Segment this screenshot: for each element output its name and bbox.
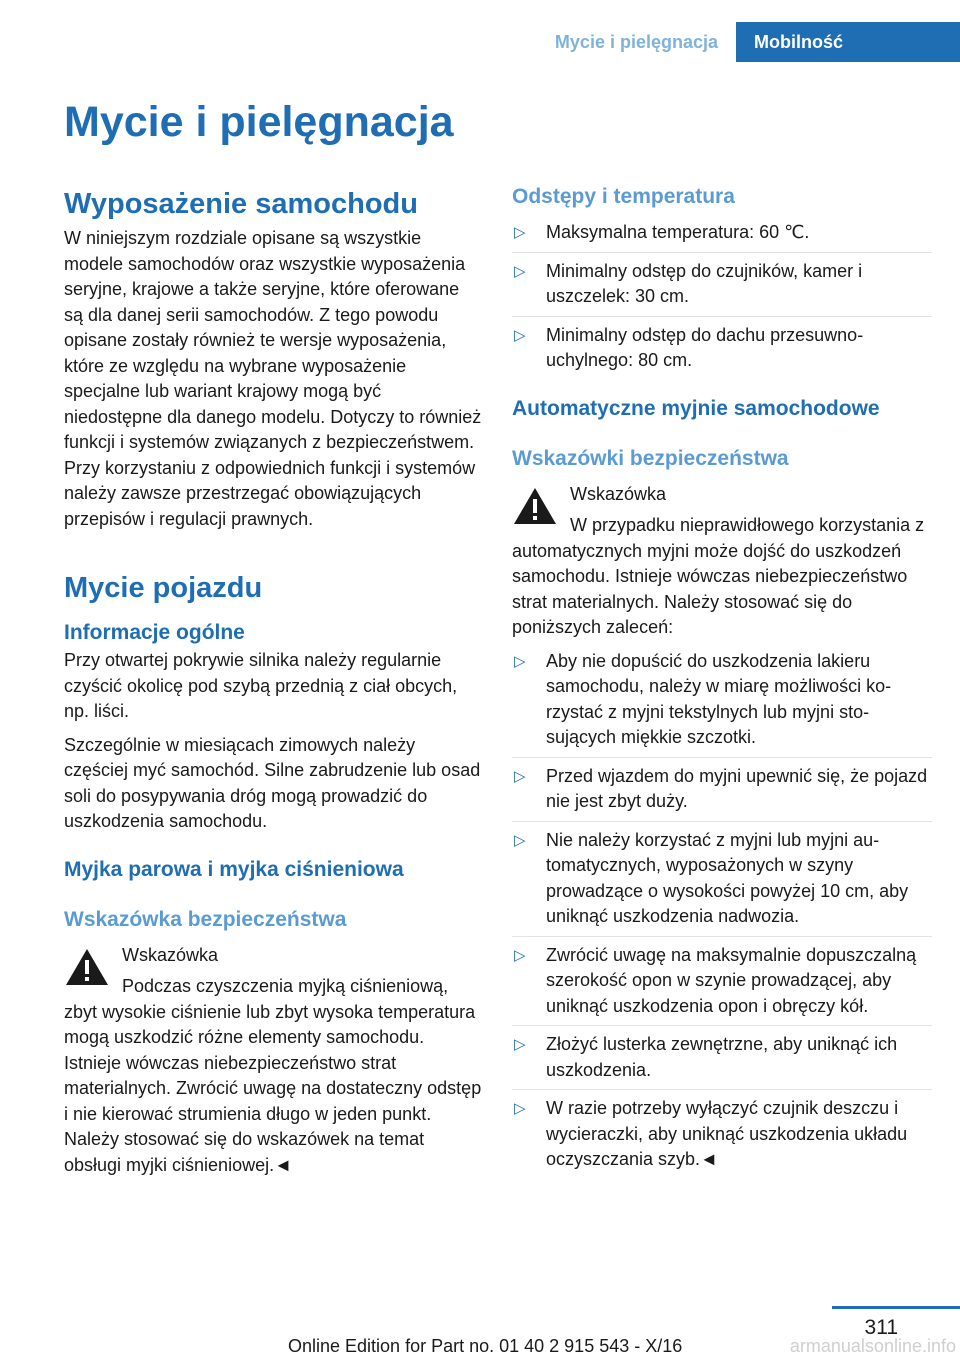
warning-triangle-icon bbox=[64, 947, 110, 987]
warning-triangle-icon bbox=[512, 486, 558, 526]
list-item: ▷ Przed wjazdem do myjni upewnić się, że pojazd nie jest zbyt duży. bbox=[512, 764, 932, 822]
list-item: ▷ Nie należy korzystać z myjni lub myjni automatycznych, wyposażonych w szyny prowadzące o wysokości powyżej 10 cm, aby uniknąć uszkodzenia nadwozia. bbox=[512, 828, 932, 937]
heading-general-info: Informacje ogólne bbox=[64, 621, 245, 644]
warning-block-steam bbox=[64, 943, 482, 1179]
footer-watermark: armanualsonline.info bbox=[789, 1336, 956, 1356]
page-title: Mycie i pielęgnacja bbox=[64, 98, 454, 146]
header-chapter-tab: Mobilność bbox=[736, 22, 960, 62]
warning-label: Wskazówka bbox=[122, 944, 219, 965]
footer-edition-text: Online Edition for Part no. 01 40 2 915 543 - X/16 bbox=[288, 1336, 683, 1356]
bullet-triangle-icon: ▷ bbox=[514, 946, 526, 964]
paragraph-equipment: W niniejszym rozdziale opisane są wszystkie modele samochodów oraz wszystkie wyposażenia seryjne, krajowe a także seryjne, które oferowane są dla danej serii samochodów. Z tego powodu opisane zostały również te wersje wyposażenia, które ze względu na wybrane wyposażenie specjalne lub wariant krajowy mogą być niedostępne dla danego modelu. Dotyczy to również funkcji i systemów związanych z bezpieczeństwem. Przy korzystaniu z odpowiednich funkcji i systemów należy zawsze przestrzegać obowiązujących przepisów i regulacji prawnych. bbox=[64, 228, 482, 529]
paragraph-general-1: Przy otwartej pokrywie silnika należy regularnie czyścić okolicę pod szybą przednią z ciał obcych, np. liści. bbox=[64, 650, 458, 721]
list-item: ▷ Minimalny odstęp do dachu przesuwnouchylnego: 80 cm. bbox=[514, 324, 864, 370]
paragraph-general-2: Szczególnie w miesiącach zimowych należy częściej myć samochód. Silne zabrudzenie lub osad soli do posypywania dróg mogą prowadzić do uszkodzenia samochodu. bbox=[64, 734, 481, 831]
list-item: ▷ W razie potrzeby wyłączyć czujnik deszczu i wycieraczki, aby uniknąć uszkodzenia układu oczyszczania szyb.◄ bbox=[514, 1098, 908, 1169]
warning-text-steam: Podczas czyszczenia myjką ciśnieniową, zbyt wysokie ciśnienie lub zbyt wysoka temperatura mogą uszkodzić różne elementy samochodu. Istnieje wówczas niebezpieczeństwo strat materialnych. Zwrócić uwagę na dostateczny odstęp i nie kierować strumienia długo w jeden punkt. Należy stosować się do wskazówek na temat obsługi myjki ciśnieniowej.◄ bbox=[64, 976, 482, 1175]
distances-list bbox=[512, 220, 932, 380]
left-column bbox=[64, 182, 482, 1178]
heading-car-wash: Automatyczne myjnie samochodowe bbox=[512, 396, 880, 420]
header-section-title: Mycie i pielęgnacja bbox=[554, 32, 718, 52]
right-column bbox=[512, 182, 932, 1185]
heading-equipment: Wyposażenie samochodu bbox=[64, 188, 418, 220]
heading-distances: Odstępy i temperatura bbox=[512, 185, 735, 208]
bullet-triangle-icon: ▷ bbox=[514, 224, 526, 241]
bullet-triangle-icon: ▷ bbox=[514, 326, 526, 344]
list-item: ▷ Aby nie dopuścić do uszkodzenia lakieru samochodu, należy w miarę możliwości korzystać z myjni tekstylnych lub myjni stosujących miękkie szczotki. bbox=[512, 649, 932, 758]
heading-safety-note: Wskazówka bezpieczeństwa bbox=[64, 907, 347, 931]
bullet-triangle-icon: ▷ bbox=[514, 262, 526, 280]
warning-block-car-wash bbox=[512, 482, 932, 641]
heading-washing: Mycie pojazdu bbox=[64, 572, 263, 604]
bullet-triangle-icon: ▷ bbox=[514, 1036, 526, 1053]
bullet-triangle-icon: ▷ bbox=[514, 652, 526, 670]
warning-text-car-wash: W przypadku nieprawidłowego korzystania z automatycznych myjni może dojść do uszkodzeń samochodu. Istnieje wówczas niebezpieczeństwo strat materialnych. Należy stosować się do poniższych zaleceń: bbox=[512, 515, 925, 637]
warning-label: Wskazówka bbox=[570, 483, 667, 504]
car-wash-list bbox=[512, 649, 932, 1179]
heading-safety-notes: Wskazówki bezpieczeństwa bbox=[512, 446, 789, 470]
bullet-triangle-icon: ▷ bbox=[514, 1100, 526, 1117]
list-item: ▷ Złożyć lusterka zewnętrzne, aby uniknąć ich uszkodzenia. bbox=[512, 1032, 932, 1090]
list-item: ▷ Maksymalna temperatura: 60 ℃. bbox=[512, 220, 932, 253]
bullet-triangle-icon: ▷ bbox=[514, 767, 526, 785]
list-item: ▷ Zwrócić uwagę na maksymalnie dopuszczalną szerokość opon w szynie prowadzącej, aby uniknąć uszkodzenia opon i obręczy kół. bbox=[512, 943, 932, 1027]
heading-steam-cleaner: Myjka parowa i myjka ciśnieniowa bbox=[64, 857, 404, 881]
list-item: ▷ Minimalny odstęp do czujników, kamer i uszczelek: 30 cm. bbox=[512, 259, 932, 317]
bullet-triangle-icon: ▷ bbox=[514, 831, 526, 849]
footer-accent-line bbox=[832, 1306, 960, 1309]
page-number: 311 bbox=[864, 1316, 898, 1339]
